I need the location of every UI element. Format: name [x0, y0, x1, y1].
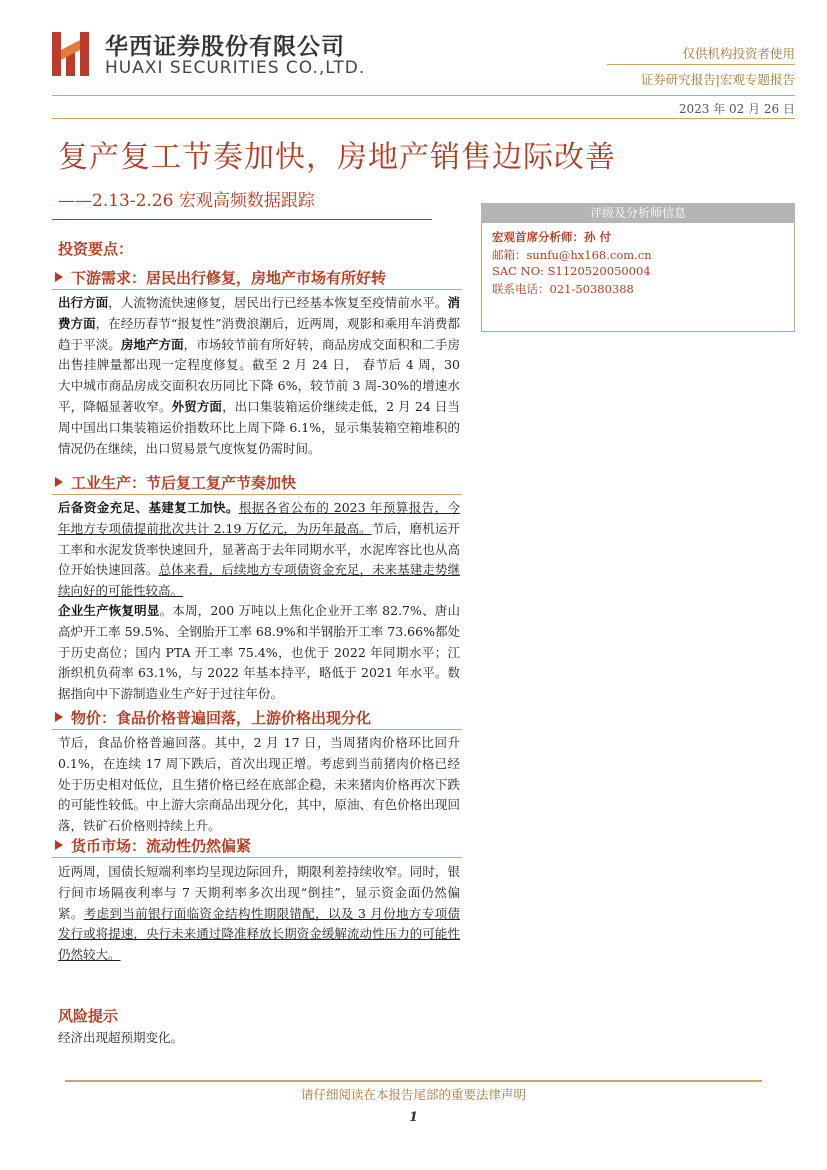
subtitle-underline [52, 219, 432, 220]
section-heading-industry [55, 472, 296, 493]
body-text: 。本周，200 万吨以上焦化企业开工率 82.7%、唐山高炉开工率 59.5%、全钢胎开工率 68.9%和半钢胎开工率 73.66%都处于历史高位；国内 PTA 开工率 75.4%，也优于 2022 年同期水平；江浙织机负荷率 63.1%，与 2022 年基本持平，略低于 2021 年水平。数据指向中下游制造业生产好于过往年份。 [58, 603, 460, 702]
company-name-en: HUAXI SECURITIES CO.,LTD. [105, 58, 366, 78]
triangle-bullet-icon [55, 477, 63, 487]
body-text: 节后，磨机运开工率和水泥发货率快速回升，显著高于去年同期水平，水泥库容比也从高位开始快速回落。 [58, 520, 460, 578]
bold-lead: 消费方面 [58, 295, 460, 331]
risk-text: 经济出现超预期变化。 [58, 1030, 184, 1045]
legal-notice: 请仔细阅读在本报告尾部的重要法律声明 [300, 1087, 526, 1102]
body-text: ，人流物流快速修复，居民出行已经基本恢复至疫情前水平。 [108, 295, 448, 310]
bold-lead: 企业生产恢复明显 [58, 603, 160, 618]
body-text: ，市场较节前有所好转，商品房成交面积和二手房出售挂牌量都出现一定程度修复。截至 2 月 24 日， 春节后 4 周，30 大中城市商品房成交面积农历同比下降 6%，较节前 3 周-30%的增速水平，降幅显著收窄。 [58, 336, 460, 414]
triangle-bullet-icon [55, 272, 63, 282]
body-text: ，出口集装箱运价继续走低，2 月 24 日当周中国出口集装箱运价指数环比上周下降 6.1%，显示集装箱空箱堆积的情况仍在继续，出口贸易景气度恢复仍需时间。 [58, 398, 460, 456]
bold-lead: 后备资金充足、基建复工加快。 [58, 500, 239, 515]
bold-lead: 出行方面 [58, 295, 109, 310]
section-heading-demand [55, 267, 386, 288]
body-text: 近两周，国债长短端利率均呈现边际回升，期限利差持续收窄。同时，银行间市场隔夜利率与 7 天期利率多次出现“倒挂”，显示资金面仍然偏紧。 [58, 864, 460, 921]
bold-lead: 外贸方面 [171, 398, 223, 414]
paragraph-demand [58, 293, 460, 459]
triangle-bullet-icon [55, 840, 63, 850]
section-divider [52, 857, 462, 858]
section-heading-prices [55, 707, 371, 728]
underlined-text: 根据各省公布的 2023 年预算报告，今年地方专项债提前批次共计 2.19 万亿元，为历年最高。 [58, 500, 460, 536]
triangle-bullet-icon [55, 712, 63, 722]
section-heading-text: 工业生产：节后复工复产节奏加快 [71, 474, 297, 492]
report-subtitle: ——2.13-2.26 宏观高频数据跟踪 [58, 191, 315, 211]
footer-divider [65, 1080, 762, 1082]
date-divider [52, 118, 795, 119]
section-heading-text: 货币市场：流动性仍然偏紧 [71, 837, 252, 855]
section-heading-money-market [55, 835, 251, 856]
analyst-email[interactable]: 邮箱：sunfu@hx168.com.cn [492, 248, 652, 262]
report-title: 复产复工节奏加快，房地产销售边际改善 [58, 140, 616, 175]
bold-lead: 房地产方面 [120, 336, 184, 352]
analyst-box-heading: 评级及分析师信息 [481, 203, 795, 223]
underlined-text: 考虑到当前银行面临资金结构性期限错配，以及 3 月份地方专项债发行或将提速，央行未来通过降准释放长期资金缓解流动性压力的可能性仍然较大。 [58, 905, 460, 963]
analyst-phone: 联系电话：021-50380388 [492, 282, 634, 296]
key-points-title: 投资要点： [58, 240, 134, 258]
section-divider [52, 289, 462, 290]
header-divider [52, 95, 795, 96]
audience-label: 仅供机构投资者使用 [682, 46, 795, 61]
analyst-sac: SAC NO: S1120520050004 [492, 264, 651, 278]
paragraph-production [58, 601, 460, 705]
section-divider [52, 494, 462, 495]
report-date: 2023 年 02 月 26 日 [678, 102, 795, 116]
company-logo [52, 30, 94, 78]
underlined-text: 总体来看，后续地方专项债资金充足，未来基建走势继续向好的可能性较高。 [58, 562, 460, 599]
paragraph-infrastructure [58, 498, 460, 602]
page-number: 1 [408, 1110, 419, 1125]
company-name-cn: 华西证券股份有限公司 [105, 34, 345, 60]
section-heading-text: 下游需求：居民出行修复，房地产市场有所好转 [71, 269, 387, 287]
section-divider [52, 729, 462, 730]
analyst-name: 宏观首席分析师：孙 付 [492, 230, 612, 244]
paragraph-prices: 节后，食品价格普遍回落。其中，2 月 17 日，当周猪肉价格环比回升 0.1%，在连续 17 周下跌后，首次出现正增。考虑到当前猪肉价格已经处于历史相对低位，且生猪价格已经在底部企稳，未来猪肉价格再次下跌的可能性较低。中上游大宗商品出现分化，其中，原油、有色价格出现回落，铁矿石价格则持续上升。 [58, 735, 460, 834]
risk-title: 风险提示 [58, 1007, 119, 1025]
header-divider-short [607, 64, 795, 65]
body-text: ，在经历春节“报复性”消费浪潮后，近两周，观影和乘用车消费都趋于平淡。 [58, 315, 460, 352]
report-type: 证券研究报告|宏观专题报告 [640, 72, 795, 87]
section-heading-text: 物价：食品价格普遍回落，上游价格出现分化 [71, 709, 372, 727]
paragraph-money-market [58, 862, 460, 966]
